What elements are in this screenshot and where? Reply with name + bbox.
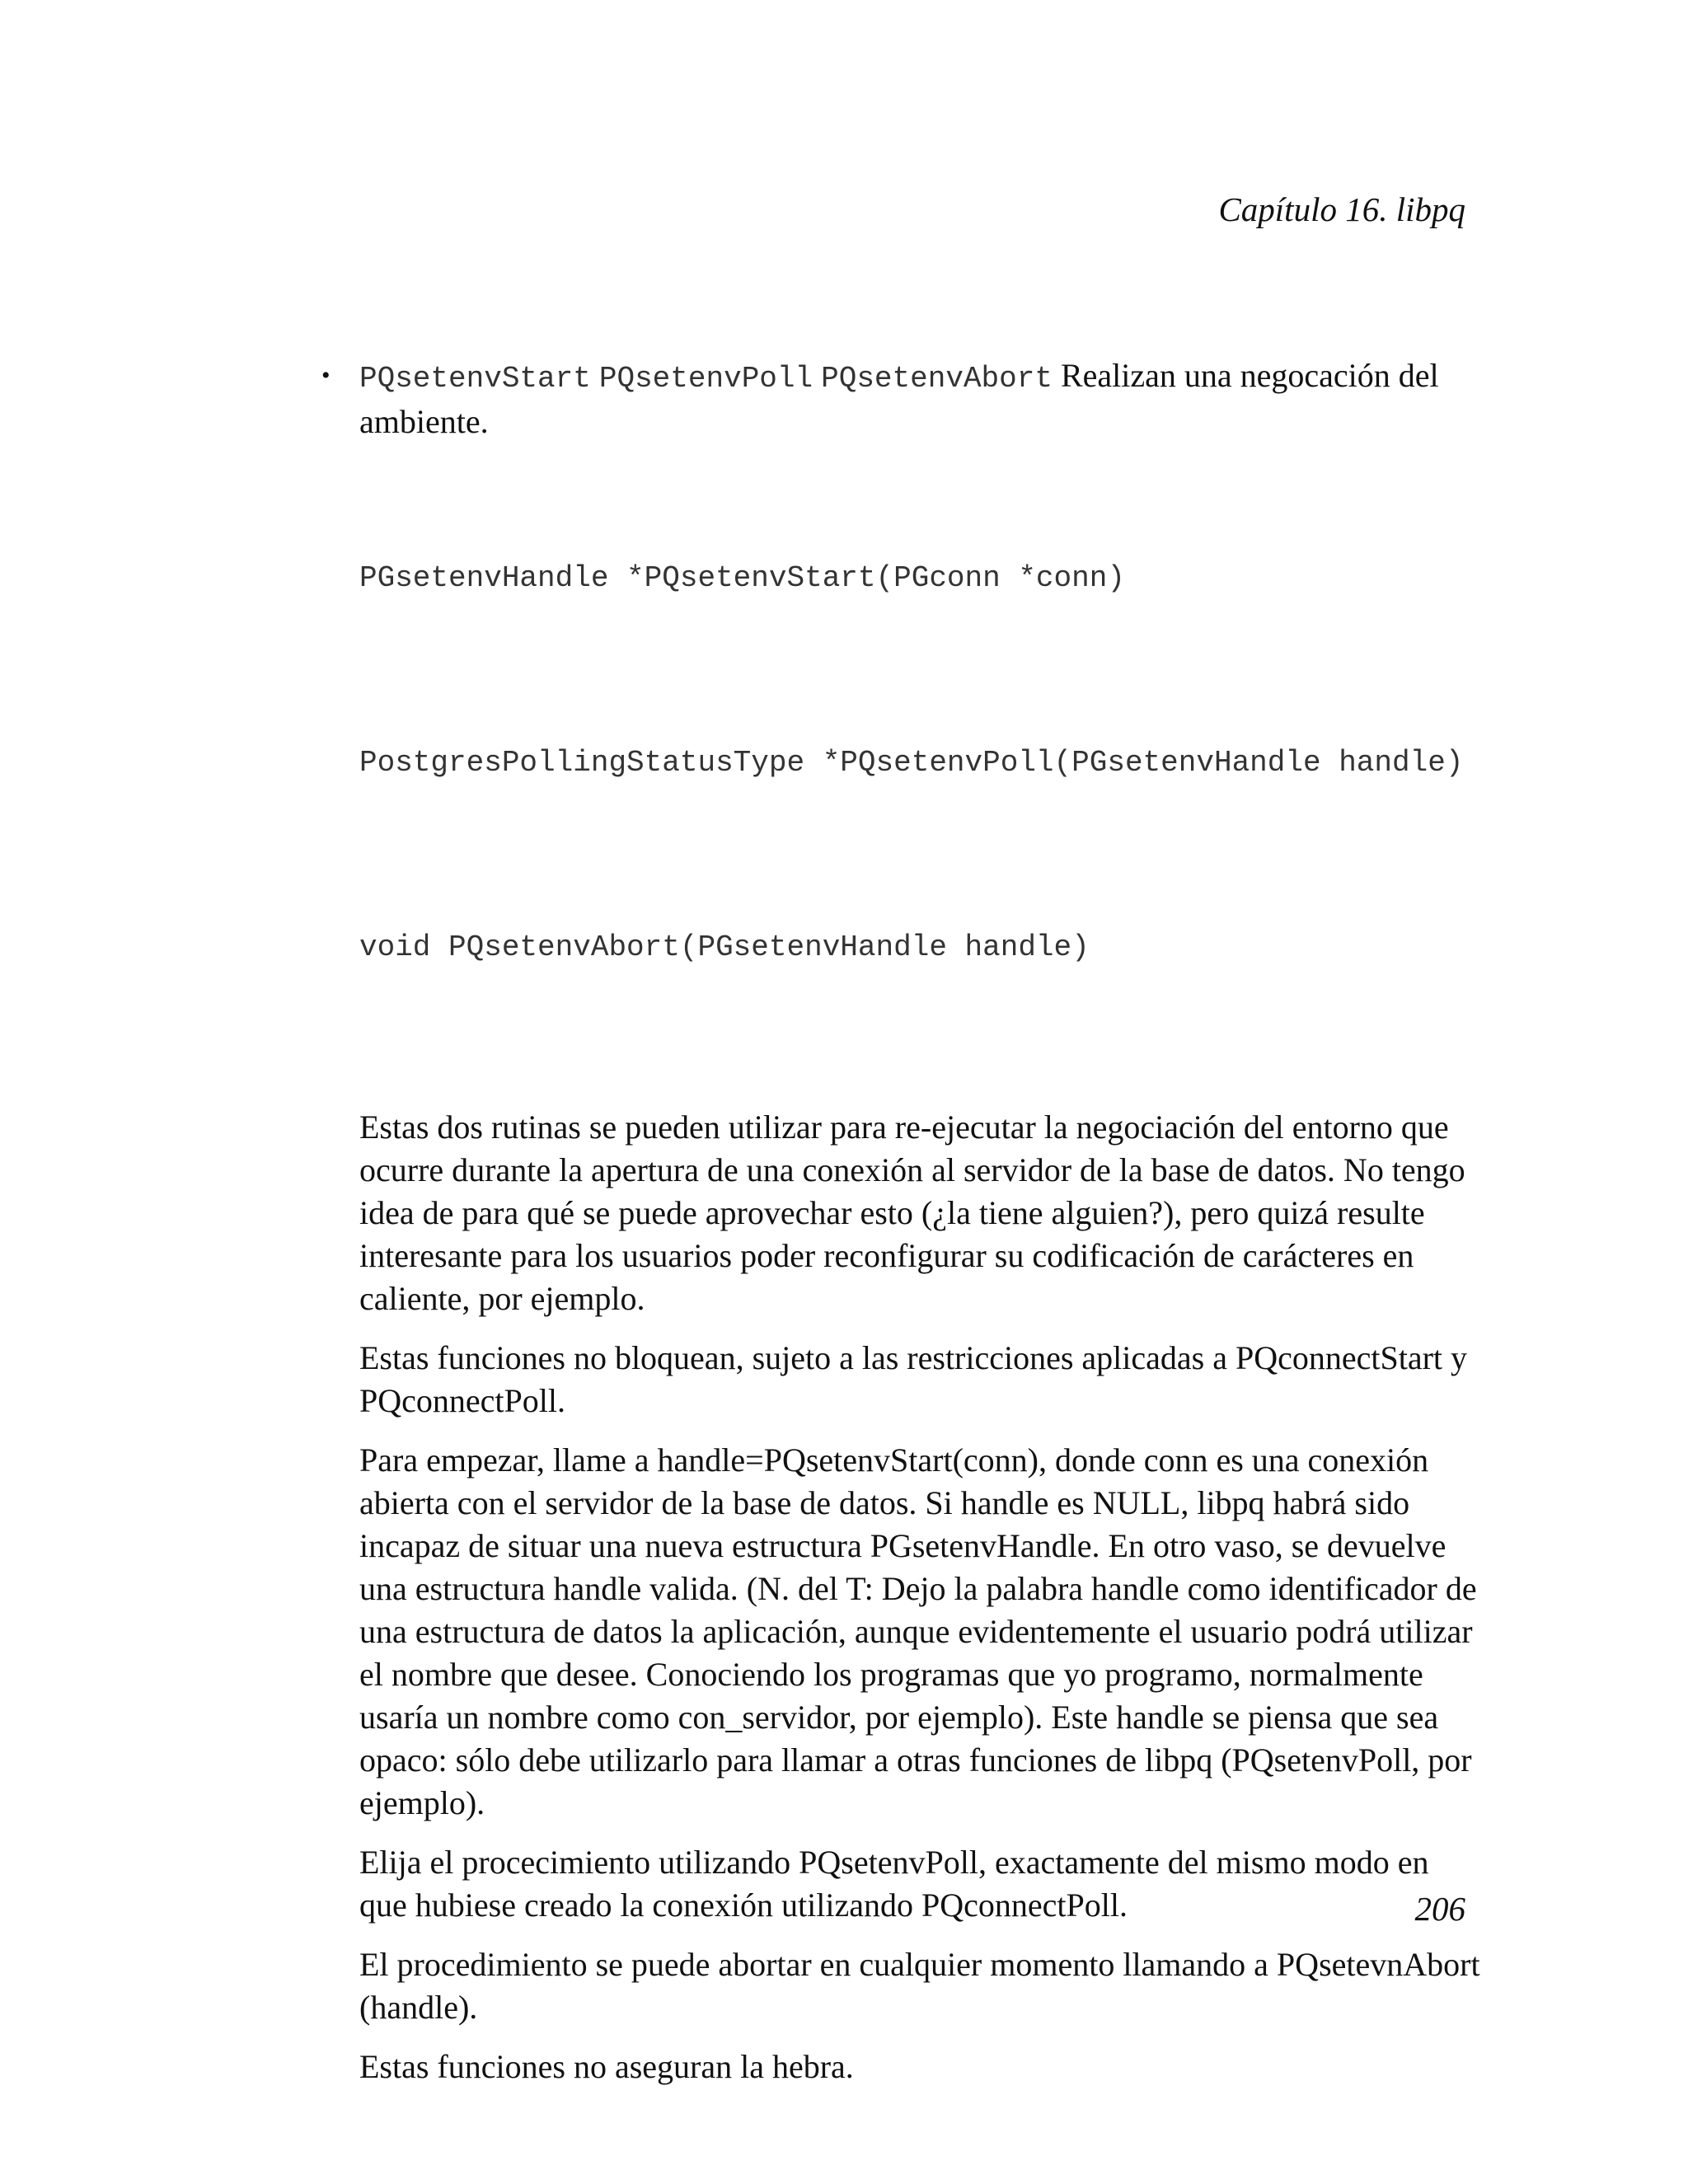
function-name-start: PQsetenvStart xyxy=(359,362,591,396)
paragraph-nonblocking: Estas funciones no bloquean, sujeto a las restricciones aplicadas a PQconnectStart y PQconnectPoll. xyxy=(359,1339,1468,1419)
code-line-setenv-poll: PostgresPollingStatusType *PQsetenvPoll(PGsetenvHandle handle) xyxy=(359,746,1464,780)
paragraph-thread-safety: Estas funciones no aseguran la hebra. xyxy=(359,2048,854,2085)
page-number: 206 xyxy=(1414,1890,1465,1928)
code-line-setenv-abort: void PQsetenvAbort(PGsetenvHandle handle) xyxy=(359,930,1090,964)
code-line-setenv-start: PGsetenvHandle *PQsetenvStart(PGconn *conn) xyxy=(359,561,1125,595)
page-content xyxy=(321,354,1484,2088)
running-header: Capítulo 16. libpq xyxy=(1218,190,1465,228)
paragraph-renegotiation: Estas dos rutinas se pueden utilizar para re-ejecutar la negociación del entorno que ocurre durante la apertura de una conexión al servidor de la base de datos. No tengo idea de para qué se puede aprovechar esto (¿la tiene alguien?), pero quizá resulte interesante para los usuarios poder reconfigurar su codificación de carácteres en caliente, por ejemplo. xyxy=(359,1108,1465,1317)
bullet-mark: • xyxy=(321,362,331,389)
paragraph-abort: El procedimiento se puede abortar en cualquier momento llamando a PQsetevnAbort (handle). xyxy=(359,1946,1480,2026)
paragraph-poll: Elija el procecimiento utilizando PQsetenvPoll, exactamente del mismo modo en que hubiese creado la conexión utilizando PQconnectPoll. xyxy=(359,1844,1429,1924)
function-name-abort: PQsetenvAbort xyxy=(821,362,1053,396)
bullet-item xyxy=(321,354,1484,443)
code-block xyxy=(321,443,1484,1063)
bullet-description: Realizan una negocación del ambiente. xyxy=(359,357,1439,440)
paragraph-usage: Para empezar, llame a handle=PQsetenvStart(conn), donde conn es una conexión abierta con el servidor de la base de datos. Si handle es NULL, libpq habrá sido incapaz de situar una nueva estructura PGsetenvHandle. En otro vaso, se devuelve una estructura handle valida. (N. del T: Dejo la palabra handle como identificador de una estructura de datos la aplicación, aunque evidentemente el usuario podrá utilizar el nombre que desee. Conociendo los programas que yo programo, normalmente usaría un nombre como con_servidor, por ejemplo). Este handle se piensa que sea opaco: sólo debe utilizarlo para llamar a otras funciones de libpq (PQsetenvPoll, por ejemplo). xyxy=(359,1441,1477,1821)
function-name-poll: PQsetenvPoll xyxy=(598,362,814,396)
